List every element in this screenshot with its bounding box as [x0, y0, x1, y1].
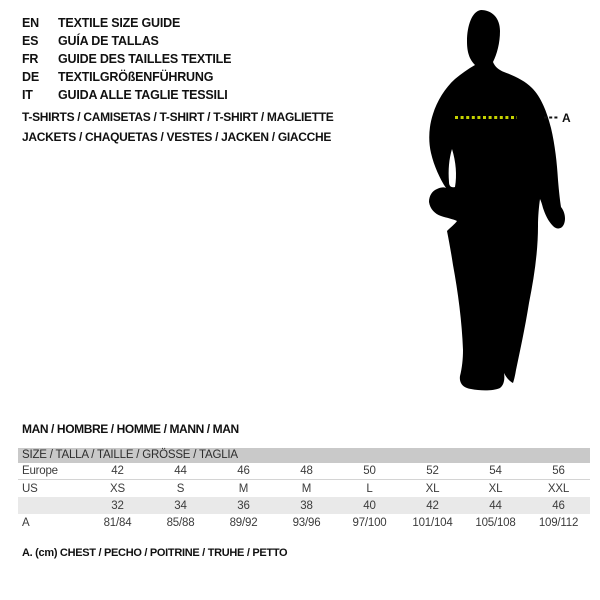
table-cell: 50	[363, 465, 376, 477]
table-cell: 105/108	[475, 516, 516, 529]
table-cell: M	[238, 482, 249, 495]
table-cell: 56	[552, 465, 565, 477]
table-cell: S	[176, 482, 185, 495]
table-cell: 32	[111, 499, 124, 512]
table-cell: 34	[174, 499, 187, 512]
measurement-footnote: A. (cm) CHEST / PECHO / POITRINE / TRUHE / PETTO	[22, 547, 288, 559]
table-row-numeric	[18, 497, 590, 514]
language-row	[22, 14, 231, 32]
table-cell: 81/84	[103, 516, 132, 529]
language-row	[22, 32, 231, 50]
language-row	[22, 68, 231, 86]
category-line-tshirts: T-SHIRTS / CAMISETAS / T-SHIRT / T-SHIRT / MAGLIETTE	[22, 110, 334, 124]
table-cell: 85/88	[166, 516, 195, 529]
table-cell: 109/112	[538, 516, 579, 529]
table-cell: 48	[300, 465, 313, 477]
language-code: EN	[22, 16, 39, 30]
table-cell: 44	[489, 499, 502, 512]
row-label: A	[22, 516, 30, 529]
size-table-header: SIZE / TALLA / TAILLE / GRÖSSE / TAGLIA	[18, 448, 590, 463]
language-row	[22, 50, 231, 68]
language-label: TEXTILE SIZE GUIDE	[58, 16, 181, 30]
table-cell: 36	[237, 499, 250, 512]
table-cell: XS	[110, 482, 125, 495]
language-label: GUIDE DES TAILLES TEXTILE	[58, 52, 232, 66]
table-cell: 42	[426, 499, 439, 512]
table-cell: 93/96	[292, 516, 321, 529]
row-label: US	[22, 482, 38, 495]
category-line-jackets: JACKETS / CHAQUETAS / VESTES / JACKEN / GIACCHE	[22, 130, 332, 144]
table-cell: 40	[363, 499, 376, 512]
garment-categories	[22, 107, 334, 147]
table-cell: M	[301, 482, 312, 495]
man-silhouette-figure	[405, 0, 600, 400]
table-cell: 89/92	[229, 516, 258, 529]
section-title: MAN / HOMBRE / HOMME / MANN / MAN	[22, 422, 239, 436]
language-label: TEXTILGRÖßENFÜHRUNG	[58, 70, 214, 84]
table-cell: 42	[111, 465, 124, 477]
row-label: Europe	[22, 465, 58, 477]
language-code: FR	[22, 52, 39, 66]
language-list	[22, 14, 231, 104]
table-cell: XL	[425, 482, 440, 495]
table-cell: 44	[174, 465, 187, 477]
language-code: ES	[22, 34, 39, 48]
measure-label-a: A	[562, 111, 571, 125]
table-cell: 97/100	[352, 516, 387, 529]
table-row-us	[18, 480, 590, 497]
language-code: IT	[22, 88, 33, 102]
table-cell: 52	[426, 465, 439, 477]
language-code: DE	[22, 70, 39, 84]
table-row-chest	[18, 514, 590, 531]
table-cell: 46	[552, 499, 565, 512]
table-cell: 101/104	[412, 516, 453, 529]
table-cell: L	[366, 482, 373, 495]
table-cell: 54	[489, 465, 502, 477]
size-table	[18, 448, 590, 531]
table-cell: XXL	[547, 482, 570, 495]
man-silhouette	[429, 10, 565, 390]
language-row	[22, 86, 231, 104]
language-label: GUIDA ALLE TAGLIE TESSILI	[58, 88, 228, 102]
table-cell: 38	[300, 499, 313, 512]
table-row-europe	[18, 463, 590, 480]
table-cell: 46	[237, 465, 250, 477]
language-label: GUÍA DE TALLAS	[58, 34, 159, 48]
table-cell: XL	[488, 482, 503, 495]
